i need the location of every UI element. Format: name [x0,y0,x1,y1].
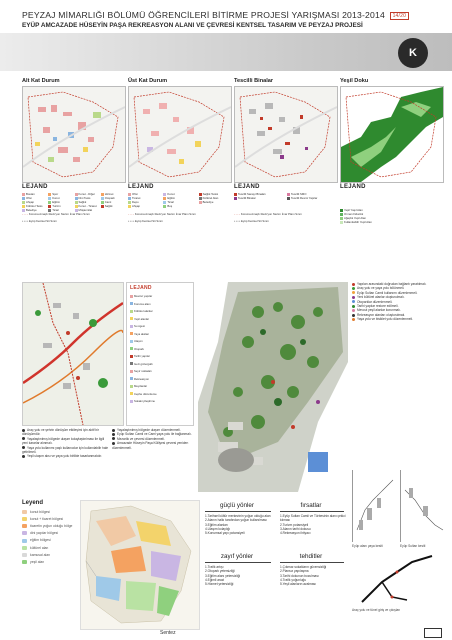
zone-legend-list [22,510,82,567]
zone-swatch [22,546,27,550]
bullet-dot [112,437,115,440]
bottom-left-bullet [22,446,110,455]
zone-swatch [22,539,27,543]
swot-strength [205,531,275,535]
swot-threats-rule [280,562,344,563]
map4-green-texture [340,86,444,183]
mid-legend-item [130,346,190,354]
swot-weaknesses-title: zayıf yönler [220,553,254,560]
list-item-label: 2.Otopark yetersizliği [205,569,235,574]
list-item-label: Yaya aksları [134,331,150,336]
zone-label: dini yapılar bölgesi [30,531,59,536]
map2-legend-title: LEJAND [128,184,154,190]
list-item-label: Otopark [104,196,115,201]
zone-label: eğitim bölgesi [30,538,51,543]
aerial-rendering [198,282,348,492]
map3-title: Tescilli Binalar [234,78,274,84]
map3-legend-list [234,192,338,200]
bullet-dot [112,429,115,432]
list-item-label: 5.Hizmet yetersizliği [205,582,234,587]
list-item-label: Depo [132,200,139,205]
list-item-label: Ticaret [132,196,141,201]
legend-swatch [130,377,133,380]
swot-opportunities-title: fırsatlar [300,502,322,509]
list-item-label: Tescilli Sanayi Binaları [238,192,266,196]
zone-legend-item [22,524,82,528]
map2-legend-item [199,200,232,204]
list-item-label: 1.Eyüp Sultan Camii ve Türbesinin alanı çekici kılması [280,514,346,523]
legend-swatch [234,197,237,200]
list-item-label: Yaya yolu ve bisiklet yolu düzenlenmeli. [357,317,413,322]
list-item-label: Sokak iyileştirme [134,399,155,403]
zone-legend-item [22,553,82,557]
section-caption-2: Eyüp Sultan kesiti [400,544,426,548]
mid-legend-item [130,338,190,346]
zone-legend-item [22,531,82,535]
mid-legend-item [130,361,190,369]
list-item-label: 4.Eğimli arazi [205,577,225,582]
mid-legend-item [130,331,190,339]
swot-opportunities-rule [280,511,344,512]
list-item-label: Araç yolu ve şehrin dönüşüm etkileşimi için aktif bir dönüşümdür. [22,428,99,437]
list-item-label: Eyüp Sultan Camii ve Cami yaya yolu ile bağlanmalı. [117,432,192,437]
map1-legend-list [22,192,126,212]
list-item-label: Boş [167,204,173,209]
map4-title: Yeşil Doku [340,78,369,84]
bullet-dot [352,305,355,308]
section-drawing-1 [352,470,397,542]
map1-title: Alt Kat Durum [22,78,60,84]
list-item-label: Yayalaştırılmış bölgede ulaşım kolaylaştırılması ile ilgili yeni kararlar alınmalı. [22,436,105,446]
list-item-label: Sağlık [104,204,113,209]
list-item-label: Dini Tesis [78,196,91,201]
list-item-label: Kültürel Tesis [26,204,43,209]
bullet-dot [352,296,355,299]
map2-upper-floor [128,86,232,183]
mid-legend-item [130,301,190,309]
bottom-left-bullet [22,454,110,458]
map1-legend-item [101,204,126,208]
legend-swatch [130,310,133,313]
legend-swatch [199,201,202,204]
map3-legend-title: LEJAND [234,184,260,190]
map2-legend-item [163,204,196,208]
list-item-label: Yaya yolu kullanımı yaşlı kullanıcılar için kullanılabilir hale getirilmeli. [22,445,109,455]
bullet-dot [22,437,25,440]
zone-label: kamusal alan [30,552,50,557]
swot-weaknesses-list [205,565,275,586]
swot-opportunities-list [280,514,346,535]
list-item-label: Ofisi [132,192,138,196]
swot-opportunity [280,531,346,535]
bullet-dot [352,291,355,294]
zone-swatch [22,531,27,535]
zone-legend-item [22,546,82,550]
legend-swatch [130,325,133,328]
list-item-label: Mezarlık ve çevresi düzenlenmeli. [117,436,165,441]
legend-swatch [130,370,133,373]
map2-title: Üst Kat Durum [128,78,168,84]
bottom-left-bullet [22,437,110,446]
list-item-label: Yeni kültürel alanlar oluşturulmalı. [357,295,405,300]
header-band [0,33,452,71]
list-item-label: Bostan [26,192,35,196]
swot-weaknesses-rule [205,562,271,563]
bottom-left-bullets [22,428,110,459]
swot-opportunity [280,514,346,523]
swot-threats-title: tehditler [299,553,323,560]
page-subtitle: EYÜP AMCAZADE HÜSEYİN PAŞA REKREASYON ALANI VE ÇEVRESİ KENTSEL TASARIM VE PEYZAJ PROJESİ [22,22,363,29]
map3-legend-item [234,196,285,200]
bullet-dot [22,446,25,449]
zone-swatch [22,510,27,514]
list-item-label: Sağlık [78,200,87,205]
map4-legend-item [340,220,400,224]
map2-note-sit: • • • • Eyüp Kentsel Sit Sınırı [128,219,164,223]
zone-legend-item [22,560,82,564]
mid-legend-list [127,293,193,406]
list-item-label: Konut - Diğer [78,192,95,196]
bullet-dot [22,455,25,458]
list-item-label: Tarihi yapılar [134,354,150,358]
mid-legend-item [130,376,190,384]
swot-threat [280,582,346,586]
zone-legend-item [22,517,82,521]
legend-swatch [340,221,343,224]
bottom-mid-bullet [112,441,200,450]
list-item-label: Yeşil alanlar [134,316,149,321]
list-item-label: Su ögesi [134,324,145,328]
swot-strengths-rule [205,511,271,512]
bullet-dot [352,283,355,286]
legend-swatch [130,385,133,388]
legend-swatch [287,197,290,200]
mid-legend-item [130,391,190,399]
bullet-dot [352,309,355,312]
list-item-label: Yayalaştırılmış bölgede ulaşım düzenlenmeli. [117,428,181,432]
swot-strengths-title: güçlü yönler [220,502,254,509]
list-item-label: 2.Turizm potansiyeli [280,522,309,527]
bottom-left-bullet [22,428,110,437]
list-item-label: 1.Trafik artışı [205,565,224,569]
list-item-label: Ticari [167,200,175,205]
legend-swatch [130,355,133,358]
list-item-label: Sağlık Tesisi [202,192,219,196]
section-caption-1: Eyüp alanı yaya kesiti [352,544,383,548]
footer-mark [424,628,442,638]
map3-note-sit: • • • • Eyüp Kentsel Sit Sınırı [234,219,270,223]
list-item-label: Araç yolu ve yaya yolu bölünmeli. [357,286,405,291]
list-item-label: Hizmet [104,192,114,196]
zone-legend-item [22,510,82,514]
legend-swatch [163,205,166,208]
list-item-label: Rekreasyon [134,376,149,381]
map2-note-boundary: - - - - Koruma Amaçlı Revizyon Nazım İmar Planı Sınırı [128,212,196,216]
map3-registered-buildings [234,86,338,183]
list-item-label: Gezi güzergahı [134,361,153,366]
list-item-label: Eğitim [52,200,61,205]
legend-swatch [130,340,133,343]
mid-legend-item [130,308,190,316]
list-item-label: Konut - Ticaret [78,204,97,209]
synthesis-caption: Sentez [160,630,176,636]
list-item-label: Yeşil ulaşım aksı ve yaya yolu birlikte tasarlanmalıdır. [27,454,102,459]
list-item-label: Belediye [26,208,37,213]
map1-note-sit: • • • • Eyüp Kentsel Sit Sınırı [22,219,58,223]
list-item-label: Müştemilat [78,208,93,213]
list-item-label: Ulaşım [134,339,143,343]
list-item-label: Amcazade Hüseyin Paşa Külliyesi çevresi yeniden düzenlenmeli. [112,441,189,450]
list-item-label: 1.Tarihsel kültür merkezinin yoğun olduğu alan [205,514,271,518]
list-item-label: Ahşap [132,204,140,209]
list-item-label: Kültürel Alan [202,196,219,201]
mid-legend-title: LEJAND [130,285,152,291]
list-item-label: 4.Ulaşım kolaylığı [205,526,231,531]
bullet-dot [352,318,355,321]
list-item-label: 4.Trafik yoğunluğu [280,577,307,582]
legend-swatch [130,392,133,395]
list-item-label: Turizm [52,204,61,209]
list-item-label: Orman Fidanlık [344,212,364,217]
zone-label: yeşil alan [30,559,45,564]
list-item-label: Seyir noktaları [134,369,152,373]
list-item-label: Meydanlar [134,384,148,388]
bullet-dot [112,442,115,445]
mid-legend-panel [126,282,194,426]
list-item-label: Cami [104,200,112,205]
list-item-label: Mevcut yapılar [134,294,153,298]
mid-legend-item [130,316,190,324]
list-item-label: Ticari [52,208,59,213]
mid-legend-item [130,398,190,406]
list-item-label: Tescilli SMO [291,192,307,196]
zone-swatch [22,553,27,557]
mid-legend-item [130,383,190,391]
list-item-label: Otopark [134,346,144,351]
list-item-label: 2.Plansız yapılaşma [280,569,309,574]
list-item-label: Tarihi yapılar restore edilmeli. [357,304,399,309]
list-item-label: 1.Çıkmaz sokakların güvensizliği [280,565,327,569]
list-item-label: 3.Alanın tarihi dokusu [280,526,311,531]
bullet-dot [352,287,355,290]
mid-legend-item [130,323,190,331]
right-bullets [352,282,444,322]
synthesis-map [80,500,200,630]
legend-swatch [130,362,133,365]
zone-swatch [22,560,27,564]
mid-legend-item [130,368,190,376]
legend-swatch [128,205,131,208]
mid-legend-item [130,353,190,361]
page-title: PEYZAJ MİMARLIĞI BÖLÜMÜ ÖĞRENCİLERİ BİTİRME PROJESİ YARIŞMASI 2013-2014 14/20 [22,10,432,20]
legend-swatch [101,205,104,208]
map1-lower-floor [22,86,126,183]
list-item-label: Ahşap [26,200,34,205]
zone-swatch [22,517,27,521]
legend-swatch [130,317,133,320]
right-bullet [352,317,444,321]
swot-strengths-list [205,514,275,535]
bullet-dot [352,314,355,317]
list-item-label: Yapıları arasındaki doğrudan bağlantı yaratılmalı. [357,282,427,286]
map1-legend-title: LEJAND [22,184,48,190]
list-item-label: 5.Yeşil alanların azalması [280,582,317,587]
zone-swatch [22,524,27,528]
bullet-dot [22,429,25,432]
zone-label: kültürel alan [30,545,49,550]
list-item-label: Kullanılabilir Yeşil Alan [344,220,372,225]
bullet-dot [112,433,115,436]
swot-threats-list [280,565,346,586]
map3-note-boundary: - - - - Koruma Amaçlı Revizyon Nazım İmar Planı Sınırı [234,212,302,216]
university-logo: K [398,38,428,68]
map1-note-boundary: - - - - Koruma Amaçlı Revizyon Nazım İmar Planı Sınırı [22,212,90,216]
analysis-map [22,282,124,426]
legend-swatch [130,332,133,335]
map4-legend-title: LEJAND [340,184,366,190]
list-item-label: Spor [52,192,59,196]
legend-swatch [130,295,133,298]
list-item-label: Tescilli Binalar [238,196,256,201]
list-item-label: Mevcut yeşil alanlar korunmalı. [357,308,401,313]
list-item-label: Koruma alanı [134,301,151,306]
list-item-label: 5.Konumsal yapı potansiyeli [205,531,245,536]
zone-label: konut + ticaret bölgesi [30,517,64,522]
map4-legend-list [340,208,400,224]
bullet-dot [352,300,355,303]
legend-swatch [130,347,133,350]
list-item-label: Otoparklar düzenlenmeli. [357,299,393,304]
road-tunnel-diagram [352,552,442,606]
list-item-label: Ağaçlık Yeşil Alan [344,216,366,221]
list-item-label: 3.Tarihi dokunun bozulması [280,573,319,578]
zone-label: ticaretin yoğun olduğu bölge [30,524,73,529]
list-item-label: Belediye [202,200,214,205]
list-item-label: 4.Rekreasyon ihtiyacı [280,531,311,536]
list-item-label: Eğitim [167,196,176,201]
zone-legend-title: Leyend [22,500,44,506]
legend-swatch [130,400,133,403]
bottom-mid-bullets [112,428,200,450]
list-item-label: 3.Eğitim alanı yetersizliği [205,573,241,578]
mid-legend-item [130,293,190,301]
legend-swatch [130,302,133,305]
list-item-label: Cephe düzenleme [134,391,157,396]
list-item-label: 3.Eğitim alanları [205,522,228,527]
zone-legend-item [22,538,82,542]
swot-weakness [205,582,275,586]
list-item-label: Eyüp Sultan Camii kullanımı düzenlenmeli. [357,290,418,295]
list-item-label: Konut [52,196,60,201]
title-badge: 14/20 [390,12,410,20]
list-item-label: Yeşil Yaşıl Alan [344,208,363,212]
map2-legend-list [128,192,232,208]
list-item-label: Rekreasyon alanları oluşturulmalı. [357,312,406,317]
list-item-label: Kültürel alanlar [134,309,153,313]
map2-legend-item [128,204,161,208]
map3-legend-item [287,196,338,200]
list-item-label: Konut [167,192,175,196]
list-item-label: 2.Alanın halkı tarafından yoğun kullanılması [205,518,267,523]
list-item-label: Tescilli Resmi Yapılar [291,196,318,201]
road-tunnel-caption: Araç yolu ve tünel giriş ve çıkışları [352,608,401,612]
zone-label: konut bölgesi [30,510,50,514]
list-item-label: Ofisi [26,196,32,201]
section-drawing-2 [400,470,445,542]
